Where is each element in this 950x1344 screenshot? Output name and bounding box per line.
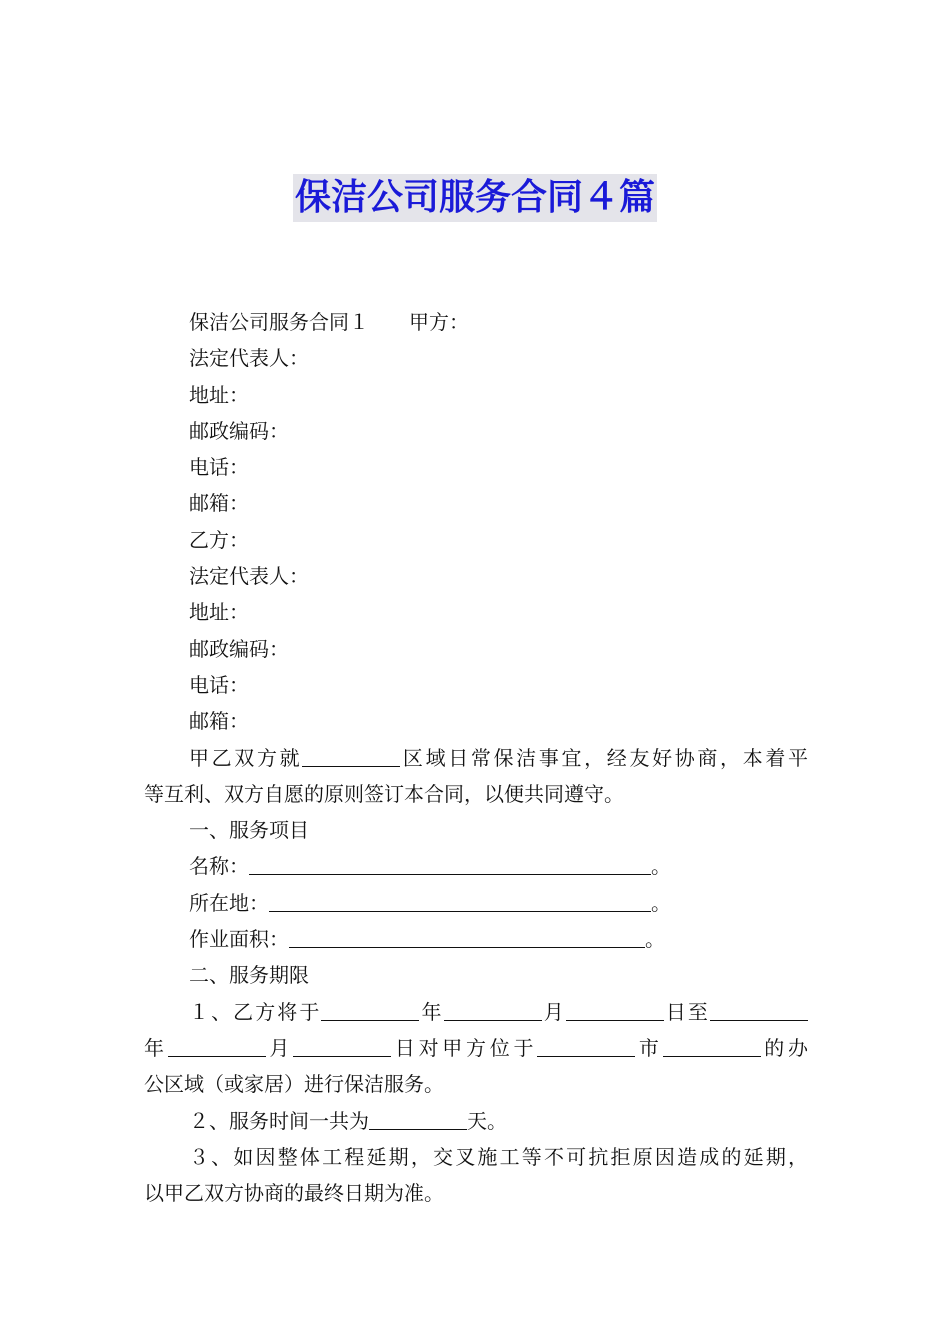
contract-heading-line bbox=[144, 304, 808, 340]
service-area-blank[interactable] bbox=[289, 925, 645, 948]
start-month-blank[interactable] bbox=[444, 998, 542, 1021]
term-item-3-line-1: ３、如因整体工程延期，交叉施工等不可抗拒原因造成的延期， bbox=[189, 1144, 808, 1169]
term-item-1-line-3: 公区域（或家居）进行保洁服务。 bbox=[144, 1072, 444, 1097]
party-a-address: 地址： bbox=[189, 382, 249, 407]
intro-text-1: 甲乙双方就 bbox=[189, 745, 303, 770]
party-b-email: 邮箱： bbox=[189, 709, 249, 734]
service-location-line bbox=[144, 885, 808, 921]
start-day-blank[interactable] bbox=[566, 998, 664, 1021]
party-b-address: 地址： bbox=[189, 600, 249, 625]
end-month-blank[interactable] bbox=[168, 1034, 266, 1057]
intro-line-2: 等互利、双方自愿的原则签订本合同，以便共同遵守。 bbox=[144, 781, 624, 806]
section-2-heading: 二、服务期限 bbox=[189, 963, 309, 988]
end-year-blank[interactable] bbox=[710, 998, 808, 1021]
intro-line-1 bbox=[144, 740, 808, 776]
end-mark: 。 bbox=[645, 927, 665, 952]
contract-body bbox=[144, 304, 808, 1211]
term-item-1-line-2 bbox=[144, 1030, 808, 1066]
term-item-1-line-1 bbox=[144, 994, 808, 1030]
contract-heading: 保洁公司服务合同１ bbox=[189, 310, 369, 334]
service-area-line bbox=[144, 921, 808, 957]
year-label: 年 bbox=[144, 1035, 168, 1060]
end-day-blank[interactable] bbox=[293, 1034, 391, 1057]
party-a-label: 甲方： bbox=[409, 310, 469, 334]
end-mark: 。 bbox=[651, 890, 671, 915]
term-item-3-line-2: 以甲乙双方协商的最终日期为准。 bbox=[144, 1181, 444, 1206]
service-location-blank[interactable] bbox=[269, 889, 651, 912]
term-item-1-prefix: １、乙方将于 bbox=[189, 999, 322, 1024]
service-name-label: 名称： bbox=[189, 854, 249, 879]
city-blank[interactable] bbox=[537, 1034, 635, 1057]
title-block bbox=[0, 174, 950, 222]
place-blank[interactable] bbox=[663, 1034, 761, 1057]
service-name-blank[interactable] bbox=[249, 852, 651, 875]
end-mark: 。 bbox=[651, 854, 671, 879]
month-label: 月 bbox=[541, 999, 566, 1024]
party-a-phone: 电话： bbox=[189, 455, 249, 480]
term-item-2 bbox=[144, 1103, 808, 1139]
party-b-phone: 电话： bbox=[189, 672, 249, 697]
intro-text-2: 区域日常保洁事宜，经友好协商，本着平 bbox=[400, 745, 809, 770]
service-area-label: 作业面积： bbox=[189, 927, 289, 952]
party-a-legal-rep: 法定代表人： bbox=[189, 346, 309, 371]
party-b-legal-rep: 法定代表人： bbox=[189, 564, 309, 589]
term-item-2-prefix: ２、服务时间一共为 bbox=[189, 1108, 369, 1133]
party-b-postcode: 邮政编码： bbox=[189, 636, 289, 661]
party-b-label: 乙方： bbox=[189, 527, 249, 552]
service-location-label: 所在地： bbox=[189, 890, 269, 915]
city-label: 市 bbox=[635, 1035, 663, 1060]
day-at-label: 日对甲方位于 bbox=[391, 1035, 538, 1060]
section-1-heading: 一、服务项目 bbox=[189, 818, 309, 843]
blank-field[interactable] bbox=[302, 744, 400, 767]
start-year-blank[interactable] bbox=[321, 998, 419, 1021]
party-a-postcode: 邮政编码： bbox=[189, 418, 289, 443]
party-a-email: 邮箱： bbox=[189, 491, 249, 516]
year-label: 年 bbox=[419, 999, 444, 1024]
month-label: 月 bbox=[265, 1035, 294, 1060]
term-item-2-suffix: 天。 bbox=[467, 1108, 507, 1133]
service-name-line bbox=[144, 848, 808, 884]
tail-text: 的办 bbox=[760, 1035, 809, 1060]
document-title: 保洁公司服务合同４篇 bbox=[293, 174, 657, 222]
day-to-label: 日至 bbox=[663, 999, 711, 1024]
days-blank[interactable] bbox=[369, 1107, 467, 1130]
